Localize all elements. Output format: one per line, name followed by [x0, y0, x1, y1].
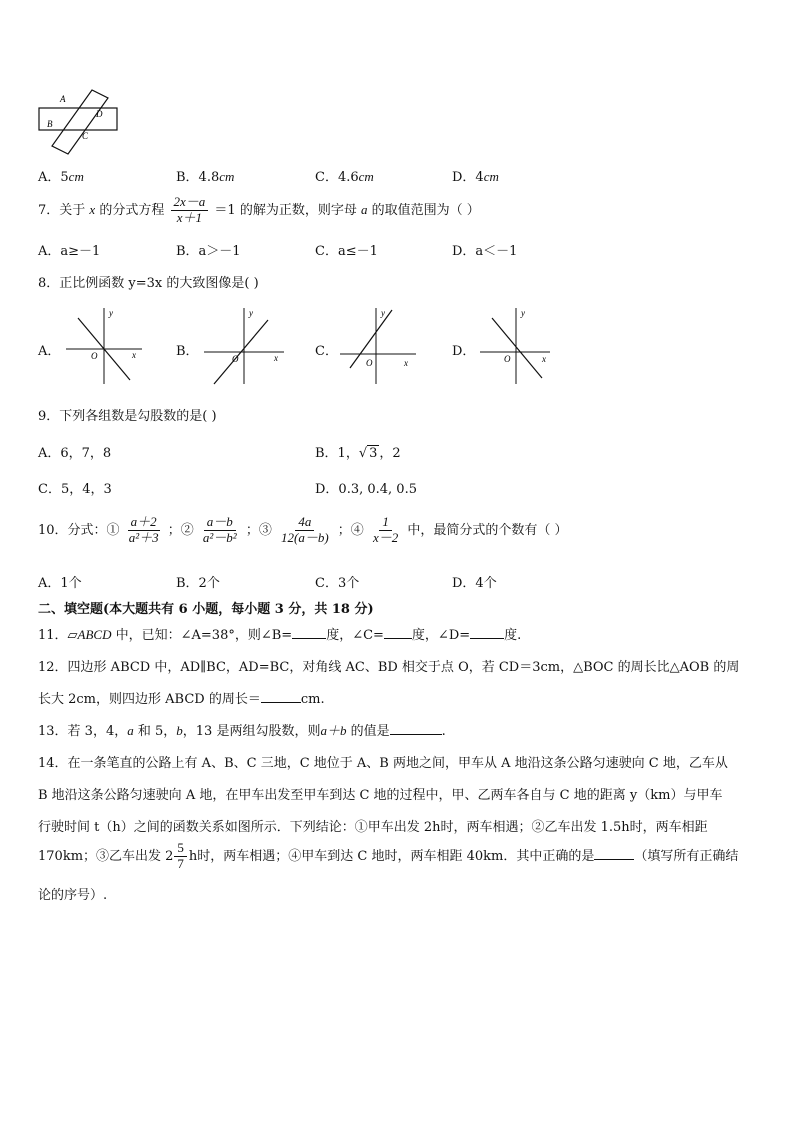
section-2-heading: 二、填空题(本大题共有 6 小题，每小题 3 分，共 18 分): [38, 602, 374, 617]
q8-a-x: x: [132, 350, 136, 360]
q9-sqrt-radicand: 3: [369, 446, 378, 461]
q9-option-b-text: B．1，: [315, 446, 359, 461]
q7-frac-den: x＋1: [176, 210, 203, 225]
q10-f2-den: a²－b²: [202, 530, 237, 545]
q14-blank[interactable]: [594, 847, 634, 860]
q14-line-4c: （填写所有正确结: [634, 849, 739, 864]
q8-b-o: O: [232, 354, 239, 364]
q10-f1-num: a＋2: [128, 515, 160, 531]
q13-g: 的值是: [346, 724, 390, 739]
q6-unit-a: cm: [68, 169, 84, 184]
q8-d-y: y: [521, 308, 525, 318]
q9-option-c[interactable]: C．5，4，3: [38, 482, 112, 497]
q10-sep2: ；②: [167, 523, 194, 538]
q12-blank[interactable]: [261, 690, 301, 703]
q7-option-c[interactable]: C．a≤－1: [315, 244, 378, 259]
q7-prefix: 7．关于: [38, 203, 86, 218]
q7-option-d[interactable]: D．a＜－1: [452, 244, 518, 259]
q8-graph-d[interactable]: [478, 306, 558, 386]
q8-c-y: y: [381, 308, 385, 318]
q7-option-b[interactable]: B．a＞－1: [176, 244, 241, 259]
q10-fraction-1: [126, 515, 162, 546]
q11-d: 度，∠C=: [326, 628, 384, 643]
q13-f: a＋b: [320, 723, 347, 738]
q8-d-o: O: [504, 354, 511, 364]
q10-f4-num: 1: [379, 515, 392, 531]
q8-a-o: O: [91, 351, 98, 361]
q12-line-2a: 长大 2cm，则四边形 ABCD 的周长＝: [38, 692, 261, 707]
q7-fraction: [171, 195, 209, 226]
q6-label-c: C: [82, 131, 89, 141]
q13-blank[interactable]: [390, 722, 442, 735]
q13-a: 13．若 3，4，: [38, 724, 128, 739]
q14-mixed-den: 7: [177, 856, 184, 871]
q10-f2-num: a－b: [204, 515, 236, 531]
q7-suffix: 的取值范围为（ ）: [371, 203, 480, 218]
q9-sqrt: √ 3: [358, 446, 378, 461]
q6-unit-c: cm: [358, 169, 374, 184]
q13-h: .: [441, 724, 446, 739]
q14-line-4: [38, 836, 738, 878]
q6-unit-b: cm: [219, 169, 235, 184]
q10-suffix: 中，最简分式的个数有（ ）: [407, 523, 568, 538]
q8-c-x: x: [404, 358, 408, 368]
q11-blank-c[interactable]: [384, 626, 412, 639]
q6-figure: [36, 86, 126, 158]
q6-label-b: B: [47, 119, 53, 129]
q10-f4-den: x－2: [372, 530, 399, 545]
q10-fraction-3: [278, 515, 332, 546]
q6-option-c[interactable]: [315, 166, 374, 185]
q6-option-b[interactable]: [176, 166, 234, 185]
q11-c: 中，已知：∠A=38°，则∠B=: [111, 628, 293, 643]
q9-option-b-tail: ，2: [379, 446, 401, 461]
q7-eq: ＝1 的解为正数，则字母: [214, 203, 357, 218]
q13-d: b: [176, 723, 183, 738]
q14-mixed-num: 5: [174, 841, 187, 857]
q6-option-d-text: D．4: [452, 170, 484, 185]
q14-line-4a: 170km；③乙车出发 2: [38, 849, 174, 864]
q10-stem: [38, 510, 568, 552]
q10-f1-den: a²＋3: [128, 530, 159, 545]
q8-b-y: y: [249, 308, 253, 318]
q7-stem: [38, 190, 480, 231]
q12-line-2b: cm.: [300, 692, 325, 707]
q11-a: 11．▱: [38, 628, 78, 643]
q8-a-y: y: [109, 308, 113, 318]
q10-option-a[interactable]: A．1个: [38, 576, 82, 591]
q6-option-b-text: B．4.8: [176, 170, 220, 185]
q10-f3-den: 12(a－b): [280, 530, 329, 545]
q6-option-c-text: C．4.6: [315, 170, 359, 185]
q13-e: ，13 是两组勾股数，则: [182, 724, 321, 739]
q6-option-d[interactable]: [452, 166, 499, 185]
q9-option-b[interactable]: [315, 442, 401, 461]
q8-c-o: O: [366, 358, 373, 368]
q6-unit-d: cm: [483, 169, 499, 184]
q14-line-5: 论的序号）.: [38, 888, 108, 903]
q13-stem: [38, 720, 446, 739]
q7-frac-num: 2x－a: [171, 195, 209, 211]
q6-label-a: A: [60, 94, 66, 104]
q11-stem: [38, 624, 521, 643]
q8-graph-a[interactable]: [64, 306, 144, 386]
q11-f: 度.: [504, 628, 522, 643]
q13-c: 和 5，: [133, 724, 177, 739]
q8-option-b-label[interactable]: B．: [176, 344, 199, 359]
q11-blank-b[interactable]: [292, 626, 326, 639]
q10-sep4: ；④: [337, 523, 364, 538]
q10-option-b[interactable]: B．2个: [176, 576, 220, 591]
q12-line-1: 12．四边形 ABCD 中，AD∥BC，AD=BC，对角线 AC、BD 相交于点 O，若 CD＝3cm，△BOC 的周长比△AOB 的周: [38, 660, 740, 675]
q14-line-3: 行驶时间 t（h）之间的函数关系如图所示．下列结论：①甲车出发 2h时，两车相遇；②乙车出发 1.5h时，两车相距: [38, 820, 708, 835]
q8-option-d-label[interactable]: D．: [452, 344, 476, 359]
q6-option-a-text: A．5: [38, 170, 69, 185]
q9-option-a[interactable]: A．6，7，8: [38, 446, 112, 461]
q13-b: a: [127, 723, 134, 738]
q8-option-c-label[interactable]: C．: [315, 344, 338, 359]
q14-line-4b: h时，两车相遇；④甲车到达 C 地时，两车相距 40km．其中正确的是: [188, 849, 595, 864]
q6-label-d: D: [96, 109, 103, 119]
q9-stem: 9．下列各组数是勾股数的是( ): [38, 409, 217, 424]
q10-prefix: 10．分式：①: [38, 523, 120, 538]
q8-b-x: x: [274, 353, 278, 363]
q14-mixed-fraction: [174, 841, 187, 872]
q8-d-x: x: [542, 354, 546, 364]
q8-graph-b[interactable]: [202, 306, 286, 386]
q14-line-2: B 地沿这条公路匀速驶向 A 地，在甲车出发至甲车到达 C 地的过程中，甲、乙两车各自与 C 地的距离 y（km）与甲车: [38, 788, 723, 803]
q10-fraction-4: [370, 515, 401, 546]
q6-option-a[interactable]: [38, 166, 84, 185]
q8-stem: 8．正比例函数 y=3x 的大致图像是( ): [38, 276, 259, 291]
q14-line-1: 14．在一条笔直的公路上有 A、B、C 三地，C 地位于 A、B 两地之间，甲车从 A 地沿这条公路匀速驶向 C 地，乙车从: [38, 756, 728, 771]
q10-fraction-2: [200, 515, 240, 546]
q8-option-a-label[interactable]: A．: [38, 344, 61, 359]
q10-f3-num: 4a: [295, 515, 314, 531]
q11-b: ABCD: [77, 627, 112, 642]
q10-option-d[interactable]: D．4个: [452, 576, 497, 591]
q11-e: 度，∠D=: [411, 628, 471, 643]
q11-blank-d[interactable]: [470, 626, 504, 639]
q10-sep3: ；③: [245, 523, 272, 538]
q7-var-x: x: [89, 202, 96, 217]
q7-option-a[interactable]: A．a≥－1: [38, 244, 101, 259]
q8-graph-c[interactable]: [338, 306, 418, 386]
q12-line-2: [38, 688, 325, 707]
q10-option-c[interactable]: C．3个: [315, 576, 360, 591]
q7-var-a: a: [360, 202, 368, 217]
q7-mid: 的分式方程: [99, 203, 165, 218]
q9-option-d[interactable]: D．0.3, 0.4, 0.5: [315, 482, 417, 497]
